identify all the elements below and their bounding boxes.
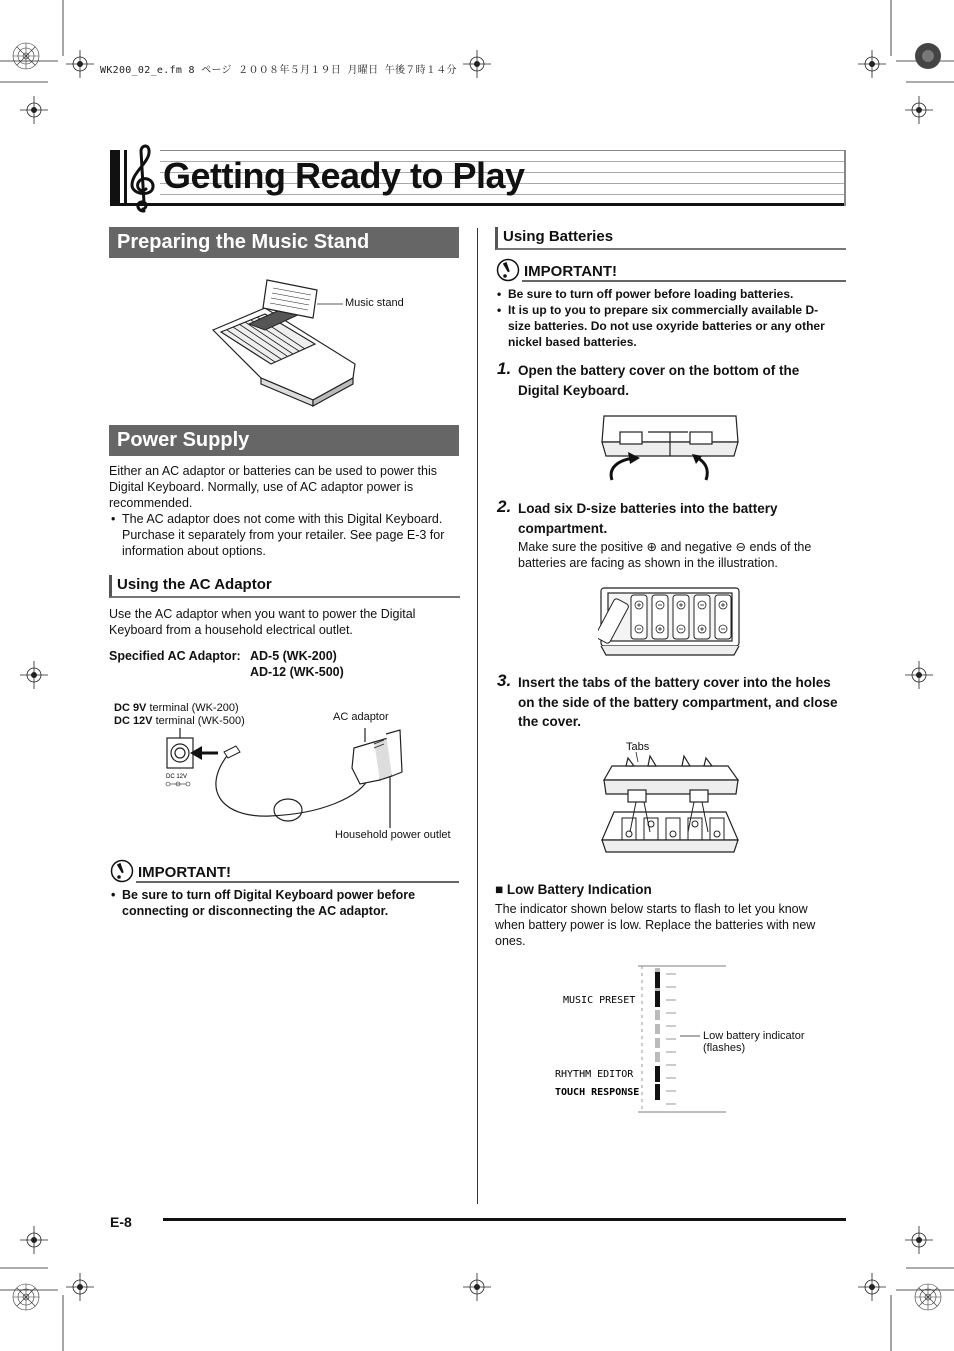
spec-value-2: AD-12 (WK-500)	[250, 665, 344, 679]
warning-icon	[110, 859, 134, 883]
battery-compartment-illustration	[598, 585, 742, 657]
low-battery-indicator-label: Low battery indicator	[703, 1030, 805, 1042]
keyboard-music-stand-illustration	[205, 278, 365, 408]
step-2-number: 2.	[497, 497, 512, 516]
ac-adaptor-connection-illustration	[160, 728, 405, 828]
step-2-note: Make sure the positive ⊕ and negative ⊖ ends of the batteries are facing as shown in the illustration.	[518, 540, 812, 570]
title-rule-top	[160, 150, 846, 151]
important-bullets-right	[495, 286, 840, 350]
step-1-text: Open the battery cover on the bottom of the Digital Keyboard.	[518, 363, 800, 398]
important-label-right: IMPORTANT!	[524, 263, 618, 280]
power-supply-bullet: • The AC adaptor does not come with this Digital Keyboard. Purchase it separately from your retailer. See page E-3 for information about options.	[109, 511, 461, 559]
important-bullets-left	[109, 887, 459, 919]
tabs-label: Tabs	[626, 741, 650, 753]
page-title: Getting Ready to Play	[163, 155, 525, 196]
household-outlet-label: Household power outlet	[335, 829, 451, 841]
battery-cover-illustration	[598, 412, 742, 482]
section-heading-power-supply: Power Supply	[109, 425, 459, 456]
treble-clef-icon	[128, 143, 158, 215]
page-number: E-8	[110, 1214, 132, 1230]
title-bar	[124, 150, 127, 206]
dc9-rest: terminal (WK-200)	[146, 702, 239, 714]
subsection-heading-ac-adaptor: Using the AC Adaptor	[109, 575, 460, 598]
power-supply-bullets	[109, 511, 461, 559]
ac-adaptor-label: AC adaptor	[333, 711, 389, 723]
low-battery-heading-text: Low Battery Indication	[506, 882, 652, 897]
lcd-label-touch-response: TOUCH RESPONSE	[555, 1087, 640, 1098]
spec-value-1: AD-5 (WK-200)	[250, 649, 337, 663]
lcd-indicator-illustration	[550, 960, 850, 1118]
lcd-label-music-preset: MUSIC PRESET	[563, 995, 636, 1006]
step-3-number: 3.	[497, 671, 512, 690]
power-supply-intro: Either an AC adaptor or batteries can be used to power this Digital Keyboard. Normally, use of AC adaptor power is recommended.	[109, 464, 437, 510]
lcd-label-rhythm-editor: RHYTHM EDITOR	[555, 1069, 634, 1080]
close-battery-cover-illustration	[598, 752, 742, 860]
warning-icon	[496, 258, 520, 282]
music-stand-label: Music stand	[345, 297, 404, 309]
step-3-text: Insert the tabs of the battery cover into the holes on the side of the battery compartment, and close the cover.	[518, 675, 838, 729]
low-battery-heading	[495, 882, 652, 897]
subsection-heading-batteries: Using Batteries	[495, 227, 846, 250]
spec-label: Specified AC Adaptor:	[109, 649, 241, 663]
section-heading-music-stand: Preparing the Music Stand	[109, 227, 459, 258]
important-label-left: IMPORTANT!	[138, 864, 232, 881]
column-divider	[477, 228, 478, 1204]
low-battery-text: The indicator shown below starts to flash to let you know when battery power is low. Replace the batteries with new ones.	[495, 902, 816, 948]
title-bar	[110, 150, 120, 206]
title-rule-bottom	[110, 203, 846, 206]
dc12-terminal-label	[114, 715, 245, 727]
dc9-terminal-label	[114, 702, 239, 714]
important-bullet: • Be sure to turn off power before loading batteries.	[495, 286, 840, 302]
file-header-line: WK200_02_e.fm 8 ページ ２００８年５月１９日 月曜日 午後７時１４分	[100, 65, 457, 76]
important-rule	[522, 280, 846, 282]
dc12-rest: terminal (WK-500)	[152, 715, 245, 727]
step-1-number: 1.	[497, 359, 512, 378]
important-rule	[136, 881, 459, 883]
footer-rule	[163, 1218, 846, 1221]
ac-adaptor-text: Use the AC adaptor when you want to power the Digital Keyboard from a household electrical outlet.	[109, 607, 416, 637]
important-bullet: • Be sure to turn off Digital Keyboard power before connecting or disconnecting the AC adaptor.	[109, 887, 459, 919]
step-2-text: Load six D-size batteries into the battery compartment.	[518, 501, 778, 536]
dc9-bold: DC 9V	[114, 702, 147, 714]
jack-label: DC 12V	[166, 774, 188, 780]
dc12-bold: DC 12V	[114, 715, 153, 727]
low-battery-indicator-note: (flashes)	[703, 1042, 746, 1054]
square-bullet-icon: ■	[495, 882, 504, 897]
title-end-bar	[844, 150, 846, 206]
important-bullet: • It is up to you to prepare six commercially available D-size batteries. Do not use oxyride batteries or any other nickel based batteries.	[495, 302, 840, 350]
